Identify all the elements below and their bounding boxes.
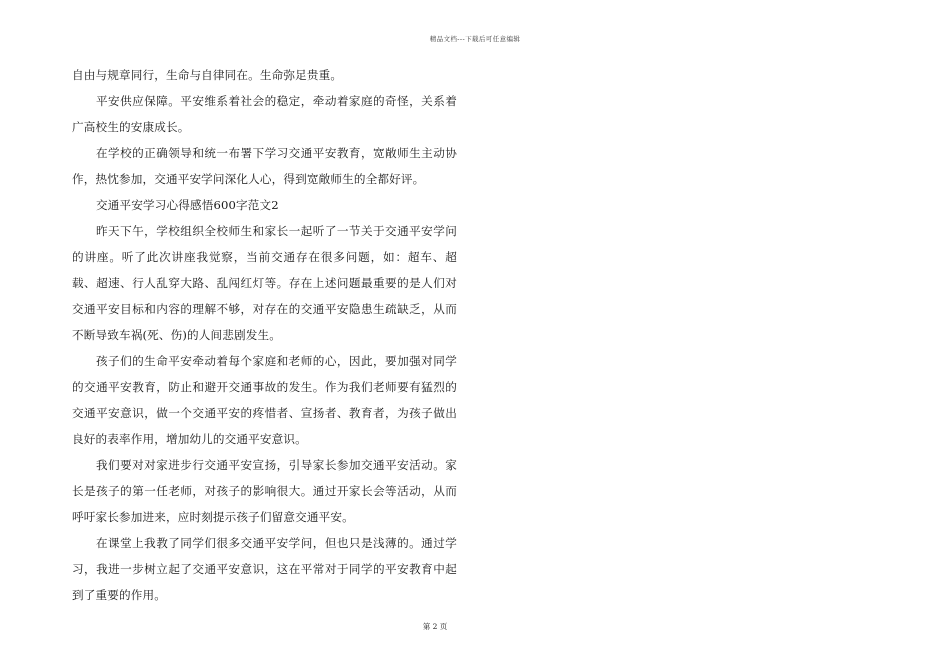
section-heading: 交通平安学习心得感悟600字范文2 [96, 198, 279, 212]
paragraph: 我们要对对家进步行交通平安宣扬，引导家长参加交通平安活动。家长是孩子的第一任老师，对孩子的影响很大。通过开家长会等活动，从而呼吁家长参加进来，应时刻提示孩子们留意交通平安。 [72, 458, 457, 524]
paragraph: 孩子们的生命平安牵动着每个家庭和老师的心，因此，要加强对同学的交通平安教育，防止和避开交通事故的发生。作为我们老师要有猛烈的交通平安意识，做一个交通平安的疼惜者、宣扬者、教育者，为孩子做出良好的表率作用，增加幼儿的交通平安意识。 [72, 354, 457, 446]
page-number: 第 2 页 [422, 622, 448, 631]
document-body [72, 62, 457, 608]
paragraph: 在学校的正确领导和统一布署下学习交通平安教育，宽敞师生主动协作，热忱参加，交通平安学问深化人心，得到宽敞师生的全都好评。 [72, 146, 457, 186]
paragraph: 自由与规章同行，生命与自律同在。生命弥足贵重。 [72, 68, 343, 82]
page-header: 精品文档---下载后可任意编辑 [429, 35, 521, 43]
paragraph: 昨天下午，学校组织全校师生和家长一起听了一节关于交通平安学问的讲座。听了此次讲座我觉察，当前交通存在很多问题，如：超车、超载、超速、行人乱穿大路、乱闯红灯等。存在上述问题最重要的是人们对交通平安目标和内容的理解不够，对存在的交通平安隐患生疏缺乏，从而不断导致车祸(死、伤)的人间悲剧发生。 [72, 224, 457, 342]
paragraph: 平安供应保障。平安维系着社会的稳定，牵动着家庭的奇怪，关系着广高校生的安康成长。 [72, 94, 457, 134]
paragraph: 在课堂上我教了同学们很多交通平安学问，但也只是浅薄的。通过学习，我进一步树立起了交通平安意识，这在平常对于同学的平安教育中起到了重要的作用。 [72, 536, 457, 602]
